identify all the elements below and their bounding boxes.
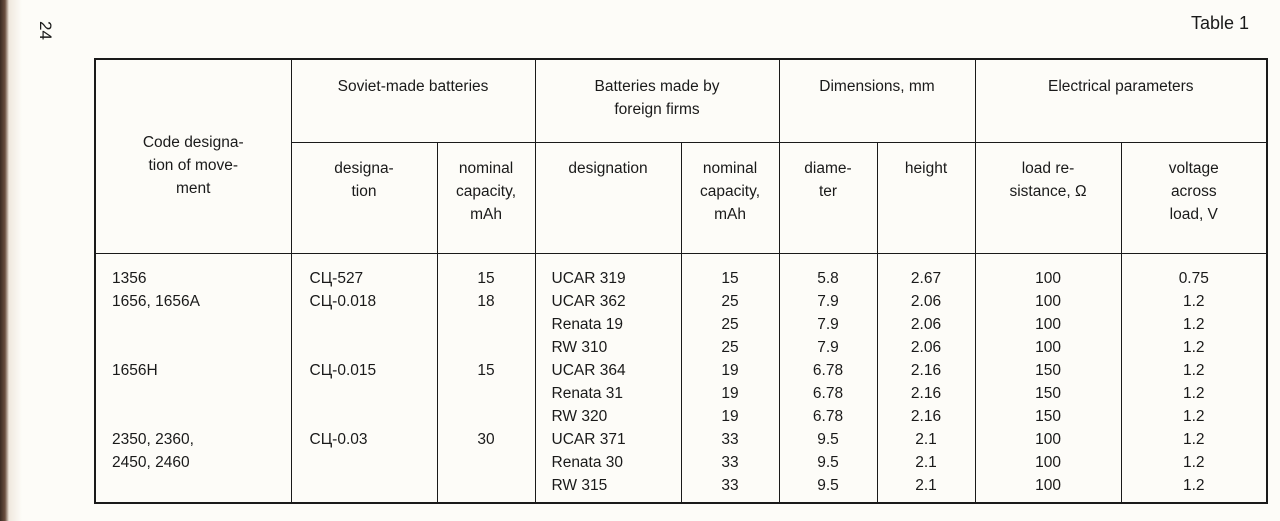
cell-load-resistance: 150: [1035, 385, 1061, 402]
cell-voltage: 1.2: [1182, 362, 1205, 379]
cell-load-resistance: 150: [1035, 362, 1061, 379]
cell-diameter: 7.9: [817, 316, 839, 333]
table-caption: Table 1: [1190, 13, 1249, 33]
cell-soviet-capacity: 15: [477, 362, 495, 379]
cell-foreign-capacity: 33: [721, 454, 739, 471]
cell-foreign-capacity: 19: [721, 385, 739, 402]
cell-load-resistance: 100: [1035, 454, 1061, 471]
cell-diameter: 6.78: [812, 385, 844, 402]
cell-diameter: 9.5: [817, 431, 839, 448]
cell-foreign-capacity: 33: [721, 477, 739, 494]
cell-soviet-capacity: [438, 382, 535, 405]
cell-voltage: 1.2: [1182, 339, 1205, 356]
cell-code: [112, 474, 291, 497]
column-voltage: [1121, 254, 1267, 504]
cell-soviet-capacity: [438, 405, 535, 428]
cell-voltage: 0.75: [1178, 270, 1209, 287]
cell-soviet-designation: [310, 336, 437, 359]
cell-foreign-designation: UCAR 371: [551, 431, 626, 448]
column-soviet-capacity: [437, 254, 535, 504]
cell-code: 1656H: [112, 362, 158, 379]
cell-soviet-capacity: 18: [477, 293, 495, 310]
page-number: 24: [36, 21, 55, 40]
cell-voltage: 1.2: [1182, 408, 1205, 425]
column-code: [95, 254, 291, 504]
cell-diameter: 6.78: [812, 362, 844, 379]
cell-foreign-designation: Renata 19: [551, 316, 624, 333]
cell-soviet-capacity: [438, 313, 535, 336]
cell-voltage: 1.2: [1182, 385, 1205, 402]
cell-voltage: 1.2: [1182, 293, 1205, 310]
cell-soviet-designation: СЦ-0.03: [309, 431, 368, 448]
cell-foreign-capacity: 15: [721, 270, 739, 287]
cell-soviet-capacity: 15: [477, 270, 495, 287]
header-soviet-designation: designa- tion: [291, 143, 437, 254]
header-height: height: [877, 143, 975, 254]
header-foreign-capacity: nominal capacity, mAh: [681, 143, 779, 254]
header-soviet-capacity: nominal capacity, mAh: [437, 143, 535, 254]
cell-soviet-capacity: [438, 474, 535, 497]
cell-foreign-designation: UCAR 364: [551, 362, 626, 379]
column-load-resistance: [975, 254, 1121, 504]
header-foreign-batteries: Batteries made by foreign firms: [535, 59, 779, 143]
cell-diameter: 7.9: [817, 339, 839, 356]
cell-load-resistance: 100: [1035, 316, 1061, 333]
cell-foreign-designation: RW 315: [551, 477, 608, 494]
cell-voltage: 1.2: [1182, 316, 1205, 333]
cell-height: 2.67: [910, 270, 942, 287]
header-row-group: [95, 59, 1267, 143]
cell-code: 2350, 2360,: [112, 431, 194, 448]
cell-foreign-designation: UCAR 362: [551, 293, 626, 310]
cell-load-resistance: 100: [1035, 293, 1061, 310]
column-foreign-capacity: [681, 254, 779, 504]
column-soviet-designation: [291, 254, 437, 504]
cell-load-resistance: 150: [1035, 408, 1061, 425]
cell-diameter: 9.5: [817, 477, 839, 494]
cell-height: 2.1: [915, 454, 937, 471]
header-diameter: diame- ter: [779, 143, 877, 254]
cell-foreign-designation: Renata 30: [551, 454, 624, 471]
column-diameter: [779, 254, 877, 504]
cell-foreign-capacity: 19: [721, 362, 739, 379]
cell-foreign-capacity: 25: [721, 316, 739, 333]
cell-height: 2.16: [910, 408, 942, 425]
cell-diameter: 9.5: [817, 454, 839, 471]
book-spine-shadow: [0, 0, 22, 521]
cell-foreign-capacity: 19: [721, 408, 739, 425]
cell-voltage: 1.2: [1182, 477, 1205, 494]
cell-height: 2.06: [910, 339, 942, 356]
cell-soviet-designation: [310, 474, 437, 497]
header-code-designation: Code designa- tion of move- ment: [95, 59, 291, 254]
cell-foreign-capacity: 25: [721, 293, 739, 310]
cell-soviet-capacity: 30: [477, 431, 495, 448]
cell-foreign-designation: RW 320: [551, 408, 608, 425]
cell-height: 2.16: [910, 385, 942, 402]
cell-height: 2.1: [915, 431, 937, 448]
column-foreign-designation: [535, 254, 681, 504]
cell-code: [112, 313, 291, 336]
cell-load-resistance: 100: [1035, 431, 1061, 448]
cell-voltage: 1.2: [1182, 431, 1205, 448]
cell-code: [112, 382, 291, 405]
cell-soviet-designation: [310, 382, 437, 405]
cell-load-resistance: 100: [1035, 270, 1061, 287]
cell-diameter: 6.78: [812, 408, 844, 425]
cell-soviet-designation: [310, 405, 437, 428]
table-body-row: [95, 254, 1267, 504]
cell-foreign-designation: Renata 31: [551, 385, 624, 402]
header-electrical-parameters: Electrical parameters: [975, 59, 1267, 143]
header-foreign-designation: designation: [535, 143, 681, 254]
cell-foreign-capacity: 33: [721, 431, 739, 448]
header-soviet-batteries: Soviet-made batteries: [291, 59, 535, 143]
cell-code: [112, 336, 291, 359]
cell-height: 2.06: [910, 316, 942, 333]
cell-height: 2.06: [910, 293, 942, 310]
cell-code: [112, 405, 291, 428]
cell-soviet-designation: [310, 313, 437, 336]
header-voltage: voltage across load, V: [1121, 143, 1267, 254]
cell-voltage: 1.2: [1182, 454, 1205, 471]
cell-foreign-designation: UCAR 319: [551, 270, 626, 287]
header-dimensions: Dimensions, mm: [779, 59, 975, 143]
battery-table: [94, 58, 1268, 504]
cell-code: 1656, 1656A: [112, 293, 200, 310]
cell-height: 2.1: [915, 477, 937, 494]
cell-foreign-designation: RW 310: [551, 339, 608, 356]
cell-soviet-designation: СЦ-527: [309, 270, 364, 287]
cell-foreign-capacity: 25: [721, 339, 739, 356]
cell-soviet-capacity: [438, 336, 535, 359]
cell-soviet-designation: СЦ-0.018: [309, 293, 377, 310]
cell-diameter: 5.8: [817, 270, 839, 287]
header-load-resistance: load re- sistance, Ω: [975, 143, 1121, 254]
cell-load-resistance: 100: [1035, 477, 1061, 494]
cell-load-resistance: 100: [1035, 339, 1061, 356]
cell-soviet-designation: [310, 451, 437, 474]
cell-diameter: 7.9: [817, 293, 839, 310]
cell-soviet-designation: СЦ-0.015: [309, 362, 377, 379]
cell-height: 2.16: [910, 362, 942, 379]
cell-code: 2450, 2460: [112, 454, 190, 471]
cell-code: 1356: [112, 270, 147, 287]
column-height: [877, 254, 975, 504]
cell-soviet-capacity: [438, 451, 535, 474]
